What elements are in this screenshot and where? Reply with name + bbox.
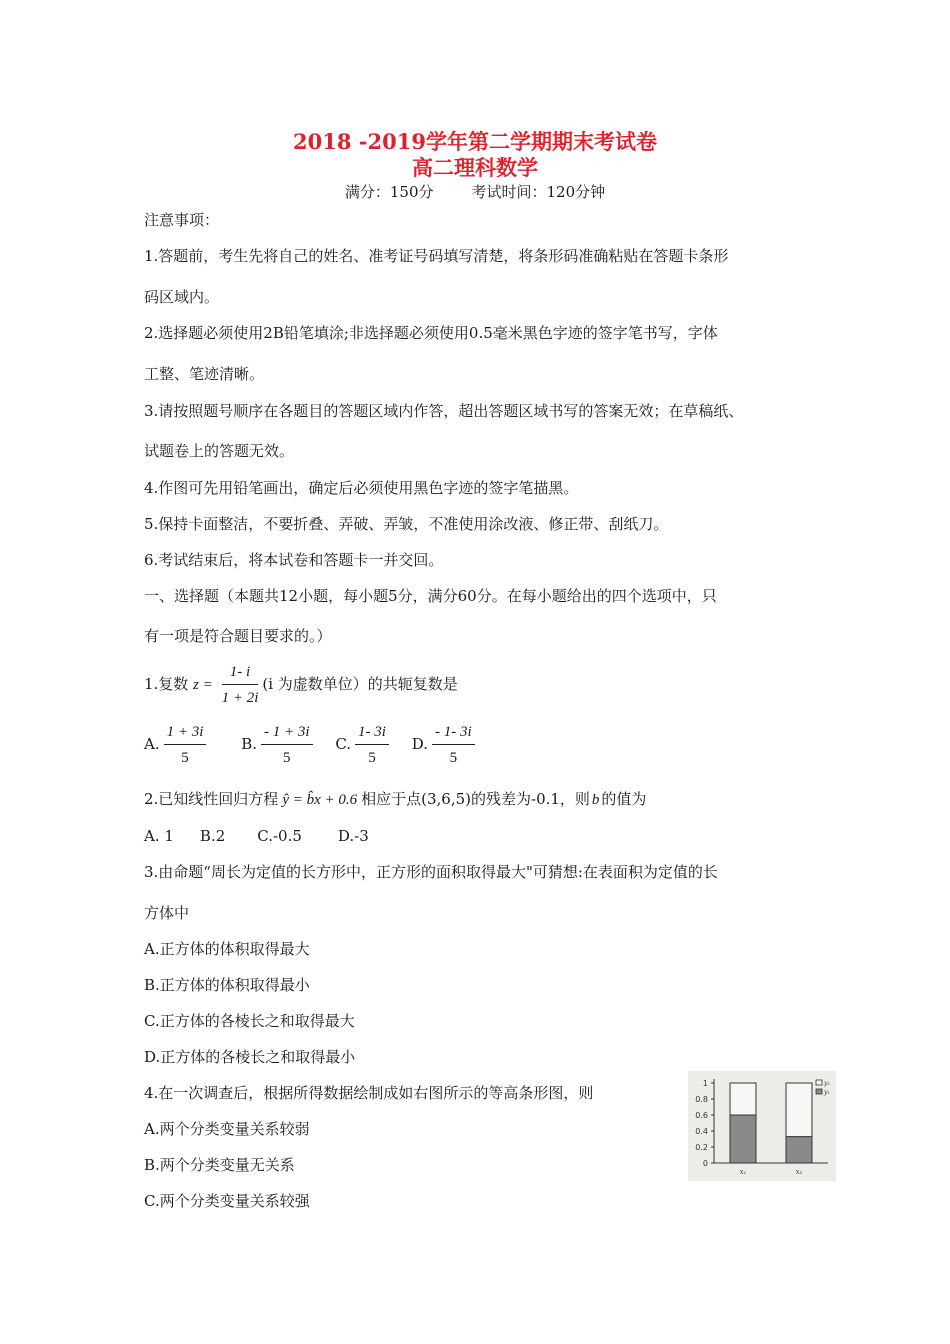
- y-tick-label: 1: [702, 1079, 708, 1088]
- exam-subject: 高二理科数学: [412, 155, 538, 180]
- q1-option-a: A. $\frac{1 + 3i}{5}$: [144, 722, 210, 768]
- chart-canvas: [688, 1071, 836, 1181]
- bar-segment-y1: [730, 1115, 756, 1163]
- q3-option-a: A.正方体的体积取得最大: [144, 940, 310, 958]
- question-4: 4.在一次调查后，根据所得数据绘制成如右图所示的等高条形图，则: [144, 1084, 594, 1102]
- y-tick-label: 0.6: [695, 1111, 708, 1120]
- note-3: 3.请按照题号顺序在各题目的答题区域内作答，超出答题区域书写的答案无效；在草稿纸、: [144, 402, 744, 420]
- q2-options: [144, 826, 369, 846]
- y-tick-label: 0.4: [695, 1127, 708, 1136]
- note-2-cont: 工整、笔迹清晰。: [144, 365, 265, 383]
- q2-option-a: A. 1: [144, 827, 174, 845]
- q4-option-b: B.两个分类变量无关系: [144, 1156, 295, 1174]
- q2-option-d: D.-3: [337, 827, 369, 845]
- note-3-cont: 试题卷上的答题无效。: [144, 442, 295, 460]
- note-6: 6.考试结束后，将本试卷和答题卡一并交回。: [144, 551, 444, 569]
- legend-swatch-y1: [816, 1089, 822, 1094]
- note-4: 4.作图可先用铅笔画出，确定后必须使用黑色字迹的签字笔描黑。: [144, 479, 579, 497]
- bar-segment-y2: [730, 1083, 756, 1115]
- q3-option-d: D.正方体的各棱长之和取得最小: [144, 1048, 356, 1066]
- section-heading-cont: 有一项是符合题目要求的。）: [144, 627, 332, 645]
- q2-option-b: B.2: [199, 827, 226, 845]
- question-3: 3.由命题“周长为定值的长方形中，正方形的面积取得最大"可猜想:在表面积为定值的长: [144, 863, 718, 881]
- question-1: 1.复数 z = $\frac{1- i}{1 + 2i}$ (i 为虚数单位）的共轭复数是: [144, 664, 458, 706]
- x-tick-label: x₁: [739, 1168, 747, 1176]
- q1-options: [144, 722, 479, 768]
- y-tick-label: 0.8: [695, 1095, 708, 1104]
- legend-swatch-y2: [816, 1080, 822, 1085]
- q4-option-a: A.两个分类变量关系较弱: [144, 1120, 310, 1138]
- q2-equation: ŷ = b̂x + 0.6: [282, 792, 358, 808]
- q1-option-d: D. $\frac{- 1- 3i}{5}$: [412, 722, 479, 768]
- exam-info: [0, 181, 950, 202]
- exam-title: 2018 -2019学年第二学期期末考试卷: [293, 129, 657, 154]
- q4-option-c: C.两个分类变量关系较强: [144, 1192, 310, 1210]
- note-5: 5.保持卡面整洁，不要折叠、弄破、弄皱，不准使用涂改液、修正带、刮纸刀。: [144, 515, 669, 533]
- note-1-cont: 码区域内。: [144, 288, 220, 306]
- q1-option-c: C. $\frac{1- 3i}{5}$: [335, 722, 393, 768]
- bar-segment-y2: [786, 1083, 812, 1137]
- q2-variable: b: [591, 792, 600, 808]
- q1-variable: z =: [193, 677, 213, 693]
- y-tick-label: 0: [702, 1159, 708, 1168]
- note-1: 1.答题前，考生先将自己的姓名、准考证号码填写清楚，将条形码准确粘贴在答题卡条形: [144, 247, 729, 265]
- section-heading: 一、选择题（本题共12小题，每小题5分，满分60分。在每小题给出的四个选项中，只: [144, 587, 717, 605]
- stacked-bar-chart: [688, 1071, 836, 1181]
- legend-label-y2: y₂: [824, 1080, 830, 1087]
- q3-option-b: B.正方体的体积取得最小: [144, 976, 310, 994]
- full-score: 满分：150分: [344, 183, 434, 201]
- legend-label-y1: y₁: [824, 1089, 830, 1096]
- question-3-cont: 方体中: [144, 904, 190, 922]
- note-2: 2.选择题必须使用2B铅笔填涂;非选择题必须使用0.5毫米黑色字迹的签字笔书写，字体: [144, 324, 718, 342]
- q2-option-c: C.-0.5: [257, 827, 302, 845]
- q1-fraction: $\frac{1- i}{1 + 2i}$: [221, 664, 259, 706]
- exam-time: 考试时间：120分钟: [471, 183, 606, 201]
- question-2: 2.已知线性回归方程 ŷ = b̂x + 0.6 相应于点(3,6,5)的残差为-0.1，则 b 的值为: [144, 790, 647, 808]
- notes-heading: 注意事项：: [144, 211, 220, 229]
- q3-option-c: C.正方体的各棱长之和取得最大: [144, 1012, 355, 1030]
- x-tick-label: x₂: [795, 1168, 803, 1176]
- y-tick-label: 0.2: [695, 1143, 708, 1152]
- q1-option-b: B. $\frac{- 1 + 3i}{5}$: [241, 722, 316, 768]
- bar-segment-y1: [786, 1137, 812, 1163]
